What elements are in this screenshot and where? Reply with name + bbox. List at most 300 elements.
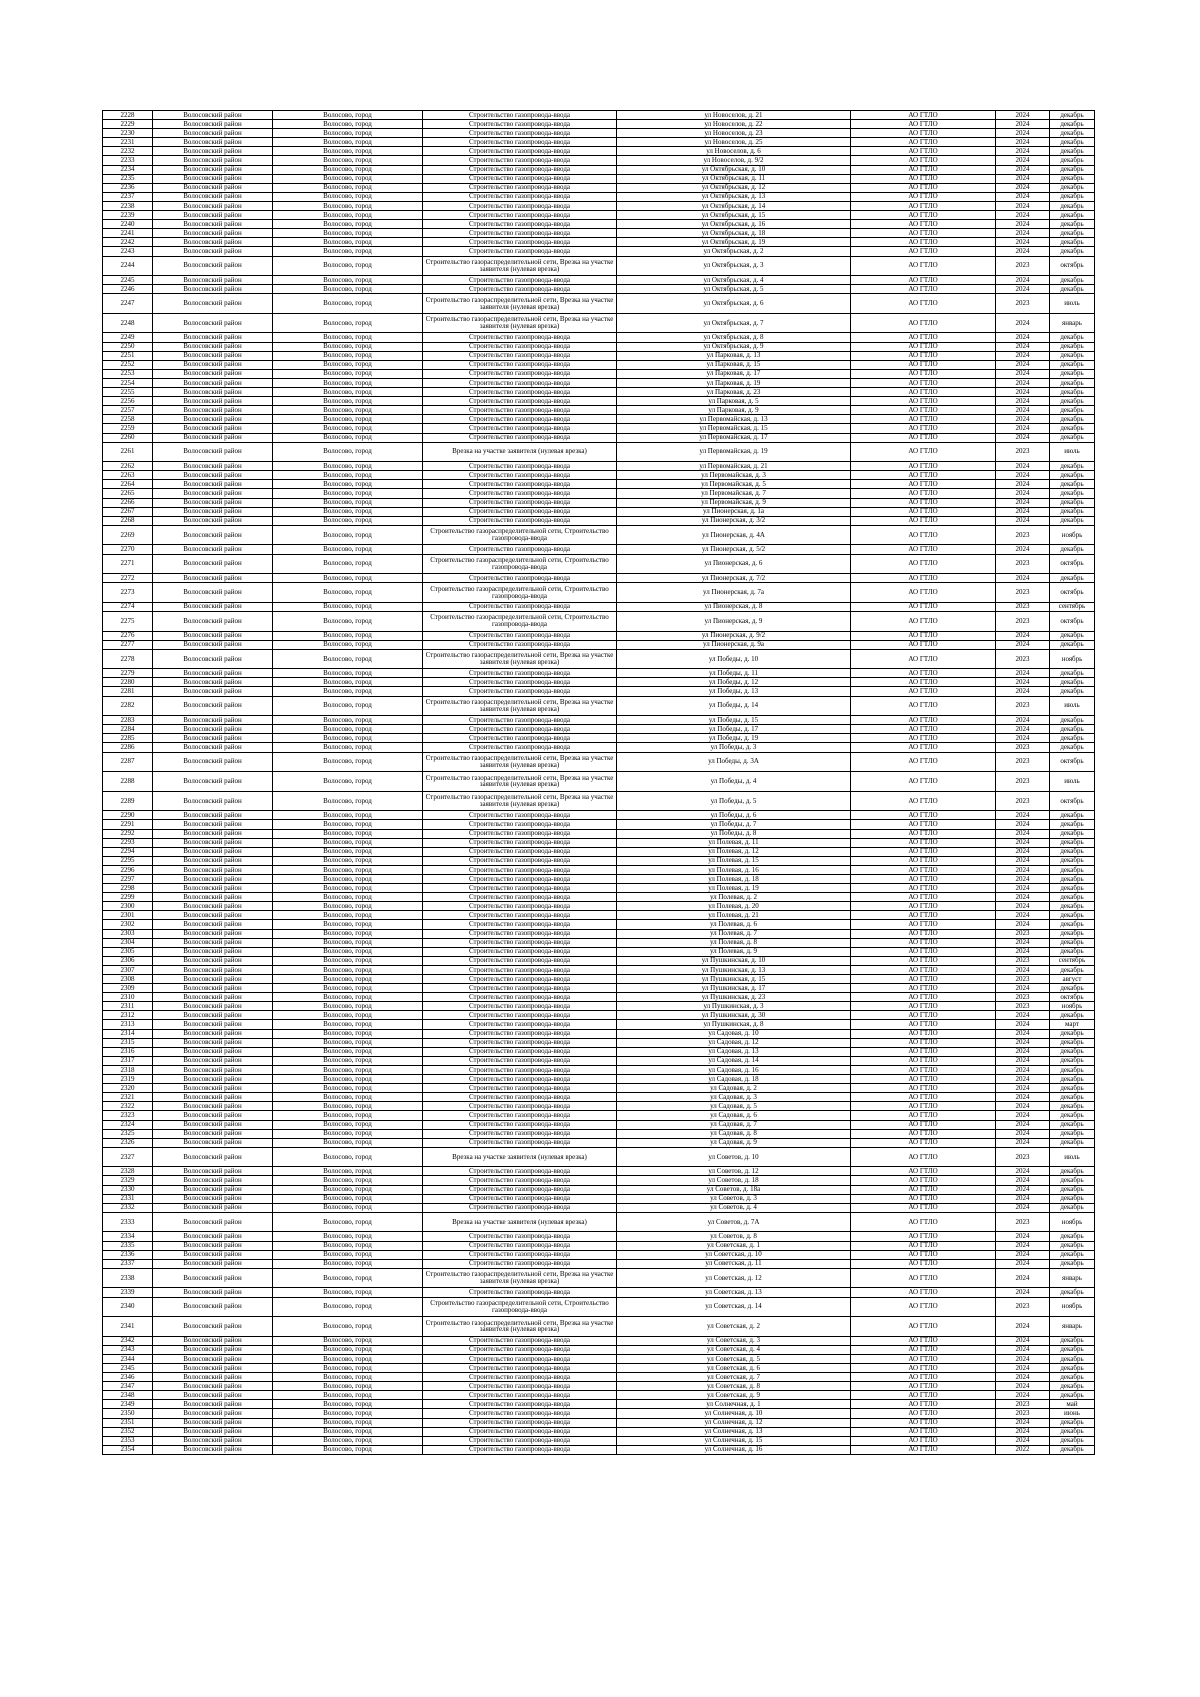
settlement-cell: Волосово, город <box>273 1002 423 1011</box>
contractor-cell: АО ГТЛО <box>851 1203 996 1212</box>
month-cell: декабрь <box>1050 902 1095 911</box>
table-row <box>103 1409 1095 1418</box>
row-number-cell: 2238 <box>103 201 153 210</box>
settlement-cell: Волосово, город <box>273 1336 423 1345</box>
row-number-cell: 2239 <box>103 211 153 220</box>
row-number-cell: 2306 <box>103 956 153 965</box>
year-cell: 2024 <box>996 129 1050 138</box>
work-type-cell: Строительство газопровода-ввода <box>423 1354 617 1363</box>
year-cell: 2024 <box>996 965 1050 974</box>
contractor-cell: АО ГТЛО <box>851 1093 996 1102</box>
year-cell: 2024 <box>996 351 1050 360</box>
contractor-cell: АО ГТЛО <box>851 507 996 516</box>
district-cell: Волосовский район <box>153 1020 273 1029</box>
gasification-schedule-table <box>102 110 1095 1455</box>
district-cell: Волосовский район <box>153 1232 273 1241</box>
month-cell: декабрь <box>1050 156 1095 165</box>
row-number-cell: 2260 <box>103 433 153 442</box>
month-cell: декабрь <box>1050 574 1095 583</box>
settlement-cell: Волосово, город <box>273 192 423 201</box>
row-number-cell: 2259 <box>103 424 153 433</box>
year-cell: 2024 <box>996 388 1050 397</box>
row-number-cell: 2330 <box>103 1185 153 1194</box>
row-number-cell: 2233 <box>103 156 153 165</box>
month-cell: март <box>1050 1020 1095 1029</box>
settlement-cell: Волосово, город <box>273 743 423 752</box>
year-cell: 2024 <box>996 424 1050 433</box>
district-cell: Волосовский район <box>153 220 273 229</box>
row-number-cell: 2310 <box>103 993 153 1002</box>
settlement-cell: Волосово, город <box>273 129 423 138</box>
year-cell: 2024 <box>996 211 1050 220</box>
settlement-cell: Волосово, город <box>273 545 423 554</box>
month-cell: декабрь <box>1050 229 1095 238</box>
row-number-cell: 2348 <box>103 1391 153 1400</box>
settlement-cell: Волосово, город <box>273 984 423 993</box>
table-row <box>103 975 1095 984</box>
settlement-cell: Волосово, город <box>273 1400 423 1409</box>
district-cell: Волосовский район <box>153 1212 273 1232</box>
work-type-cell: Строительство газопровода-ввода <box>423 602 617 611</box>
table-row <box>103 1029 1095 1038</box>
year-cell: 2024 <box>996 1020 1050 1029</box>
month-cell: декабрь <box>1050 138 1095 147</box>
district-cell: Волосовский район <box>153 138 273 147</box>
work-type-cell: Строительство газопровода-ввода <box>423 1056 617 1065</box>
contractor-cell: АО ГТЛО <box>851 574 996 583</box>
settlement-cell: Волосово, город <box>273 378 423 387</box>
month-cell: декабрь <box>1050 743 1095 752</box>
contractor-cell: АО ГТЛО <box>851 378 996 387</box>
contractor-cell: АО ГТЛО <box>851 611 996 631</box>
address-cell: ул Пушкинская, д. 10 <box>617 956 851 965</box>
settlement-cell: Волосово, город <box>273 480 423 489</box>
month-cell: декабрь <box>1050 433 1095 442</box>
year-cell: 2023 <box>996 602 1050 611</box>
table-row <box>103 947 1095 956</box>
table-row <box>103 1176 1095 1185</box>
settlement-cell: Волосово, город <box>273 734 423 743</box>
month-cell: декабрь <box>1050 285 1095 294</box>
address-cell: ул Пушкинская, д. 13 <box>617 965 851 974</box>
district-cell: Волосовский район <box>153 1259 273 1268</box>
district-cell: Волосовский район <box>153 838 273 847</box>
month-cell: декабрь <box>1050 1029 1095 1038</box>
settlement-cell: Волосово, город <box>273 1138 423 1147</box>
row-number-cell: 2304 <box>103 938 153 947</box>
month-cell: декабрь <box>1050 1011 1095 1020</box>
year-cell: 2023 <box>996 791 1050 811</box>
table-row <box>103 554 1095 574</box>
month-cell: декабрь <box>1050 829 1095 838</box>
work-type-cell: Строительство газопровода-ввода <box>423 192 617 201</box>
work-type-cell: Строительство газораспределительной сети, Строительство газопровода-ввода <box>423 583 617 603</box>
year-cell: 2024 <box>996 480 1050 489</box>
district-cell: Волосовский район <box>153 1102 273 1111</box>
work-type-cell: Строительство газопровода-ввода <box>423 1436 617 1445</box>
table-row <box>103 1084 1095 1093</box>
settlement-cell: Волосово, город <box>273 993 423 1002</box>
row-number-cell: 2344 <box>103 1354 153 1363</box>
contractor-cell: АО ГТЛО <box>851 1120 996 1129</box>
table-row <box>103 442 1095 462</box>
contractor-cell: АО ГТЛО <box>851 406 996 415</box>
district-cell: Волосовский район <box>153 902 273 911</box>
year-cell: 2023 <box>996 1409 1050 1418</box>
row-number-cell: 2351 <box>103 1418 153 1427</box>
contractor-cell: АО ГТЛО <box>851 1345 996 1354</box>
contractor-cell: АО ГТЛО <box>851 752 996 772</box>
year-cell: 2023 <box>996 752 1050 772</box>
work-type-cell: Строительство газопровода-ввода <box>423 147 617 156</box>
contractor-cell: АО ГТЛО <box>851 415 996 424</box>
address-cell: ул Пушкинская, д. 30 <box>617 1011 851 1020</box>
address-cell: ул Советская, д. 4 <box>617 1345 851 1354</box>
table-row <box>103 669 1095 678</box>
table-row <box>103 1212 1095 1232</box>
district-cell: Волосовский район <box>153 313 273 333</box>
row-number-cell: 2315 <box>103 1038 153 1047</box>
district-cell: Волосовский район <box>153 640 273 649</box>
month-cell: декабрь <box>1050 415 1095 424</box>
row-number-cell: 2270 <box>103 545 153 554</box>
year-cell: 2023 <box>996 649 1050 669</box>
address-cell: ул Парковая, д. 15 <box>617 360 851 369</box>
table-row <box>103 1345 1095 1354</box>
work-type-cell: Строительство газораспределительной сети, Врезка на участке заявителя (нулевая врезка) <box>423 1317 617 1337</box>
row-number-cell: 2321 <box>103 1093 153 1102</box>
address-cell: ул Пионерская, д. 7/2 <box>617 574 851 583</box>
settlement-cell: Волосово, город <box>273 462 423 471</box>
contractor-cell: АО ГТЛО <box>851 471 996 480</box>
district-cell: Волосовский район <box>153 342 273 351</box>
address-cell: ул Победы, д. 13 <box>617 687 851 696</box>
settlement-cell: Волосово, город <box>273 342 423 351</box>
settlement-cell: Волосово, город <box>273 725 423 734</box>
work-type-cell: Строительство газопровода-ввода <box>423 847 617 856</box>
month-cell: август <box>1050 975 1095 984</box>
row-number-cell: 2350 <box>103 1409 153 1418</box>
work-type-cell: Строительство газораспределительной сети, Врезка на участке заявителя (нулевая врезка) <box>423 772 617 792</box>
month-cell: июль <box>1050 1147 1095 1167</box>
table-row <box>103 1445 1095 1454</box>
address-cell: ул Парковая, д. 17 <box>617 369 851 378</box>
year-cell: 2024 <box>996 1102 1050 1111</box>
table-row <box>103 165 1095 174</box>
district-cell: Волосовский район <box>153 507 273 516</box>
address-cell: ул Октябрьская, д. 2 <box>617 247 851 256</box>
work-type-cell: Строительство газопровода-ввода <box>423 1345 617 1354</box>
row-number-cell: 2249 <box>103 333 153 342</box>
settlement-cell: Волосово, город <box>273 313 423 333</box>
month-cell: декабрь <box>1050 947 1095 956</box>
address-cell: ул Полевая, д. 16 <box>617 865 851 874</box>
row-number-cell: 2248 <box>103 313 153 333</box>
district-cell: Волосовский район <box>153 1363 273 1372</box>
contractor-cell: АО ГТЛО <box>851 397 996 406</box>
work-type-cell: Строительство газопровода-ввода <box>423 489 617 498</box>
work-type-cell: Строительство газопровода-ввода <box>423 640 617 649</box>
work-type-cell: Строительство газопровода-ввода <box>423 947 617 956</box>
settlement-cell: Волосово, город <box>273 865 423 874</box>
settlement-cell: Волосово, город <box>273 1056 423 1065</box>
address-cell: ул Пионерская, д. 9/2 <box>617 631 851 640</box>
address-cell: ул Советская, д. 11 <box>617 1259 851 1268</box>
work-type-cell: Строительство газопровода-ввода <box>423 138 617 147</box>
month-cell: декабрь <box>1050 360 1095 369</box>
table-row <box>103 1011 1095 1020</box>
year-cell: 2024 <box>996 111 1050 120</box>
district-cell: Волосовский район <box>153 415 273 424</box>
row-number-cell: 2338 <box>103 1268 153 1288</box>
year-cell: 2024 <box>996 229 1050 238</box>
settlement-cell: Волосово, город <box>273 611 423 631</box>
year-cell: 2024 <box>996 507 1050 516</box>
contractor-cell: АО ГТЛО <box>851 884 996 893</box>
address-cell: ул Пионерская, д. 1а <box>617 507 851 516</box>
address-cell: ул Первомайская, д. 9 <box>617 498 851 507</box>
row-number-cell: 2258 <box>103 415 153 424</box>
work-type-cell: Строительство газопровода-ввода <box>423 687 617 696</box>
year-cell: 2024 <box>996 856 1050 865</box>
district-cell: Волосовский район <box>153 929 273 938</box>
contractor-cell: АО ГТЛО <box>851 229 996 238</box>
address-cell: ул Октябрьская, д. 5 <box>617 285 851 294</box>
table-row <box>103 433 1095 442</box>
row-number-cell: 2242 <box>103 238 153 247</box>
year-cell: 2024 <box>996 397 1050 406</box>
contractor-cell: АО ГТЛО <box>851 360 996 369</box>
row-number-cell: 2334 <box>103 1232 153 1241</box>
address-cell: ул Октябрьская, д. 18 <box>617 229 851 238</box>
month-cell: декабрь <box>1050 342 1095 351</box>
work-type-cell: Строительство газопровода-ввода <box>423 1138 617 1147</box>
row-number-cell: 2243 <box>103 247 153 256</box>
address-cell: ул Советов, д. 3 <box>617 1194 851 1203</box>
month-cell: декабрь <box>1050 388 1095 397</box>
settlement-cell: Волосово, город <box>273 138 423 147</box>
table-row <box>103 725 1095 734</box>
district-cell: Волосовский район <box>153 965 273 974</box>
work-type-cell: Строительство газопровода-ввода <box>423 893 617 902</box>
year-cell: 2024 <box>996 838 1050 847</box>
row-number-cell: 2299 <box>103 893 153 902</box>
district-cell: Волосовский район <box>153 1250 273 1259</box>
year-cell: 2024 <box>996 1232 1050 1241</box>
row-number-cell: 2340 <box>103 1297 153 1317</box>
district-cell: Волосовский район <box>153 378 273 387</box>
row-number-cell: 2277 <box>103 640 153 649</box>
month-cell: декабрь <box>1050 1373 1095 1382</box>
settlement-cell: Волосово, город <box>273 1203 423 1212</box>
district-cell: Волосовский район <box>153 649 273 669</box>
address-cell: ул Октябрьская, д. 10 <box>617 165 851 174</box>
row-number-cell: 2293 <box>103 838 153 847</box>
row-number-cell: 2288 <box>103 772 153 792</box>
address-cell: ул Пушкинская, д. 3 <box>617 1002 851 1011</box>
table-row <box>103 1259 1095 1268</box>
contractor-cell: АО ГТЛО <box>851 1138 996 1147</box>
address-cell: ул Советская, д. 12 <box>617 1268 851 1288</box>
district-cell: Волосовский район <box>153 397 273 406</box>
year-cell: 2024 <box>996 1029 1050 1038</box>
month-cell: декабрь <box>1050 865 1095 874</box>
table-row <box>103 498 1095 507</box>
work-type-cell: Строительство газопровода-ввода <box>423 1400 617 1409</box>
work-type-cell: Строительство газопровода-ввода <box>423 1129 617 1138</box>
table-row <box>103 1120 1095 1129</box>
contractor-cell: АО ГТЛО <box>851 975 996 984</box>
table-row <box>103 1111 1095 1120</box>
address-cell: ул Советская, д. 9 <box>617 1391 851 1400</box>
settlement-cell: Волосово, город <box>273 406 423 415</box>
month-cell: декабрь <box>1050 201 1095 210</box>
work-type-cell: Строительство газопровода-ввода <box>423 1241 617 1250</box>
settlement-cell: Волосово, город <box>273 1120 423 1129</box>
table-row <box>103 1203 1095 1212</box>
row-number-cell: 2320 <box>103 1084 153 1093</box>
table-row <box>103 313 1095 333</box>
work-type-cell: Строительство газопровода-ввода <box>423 574 617 583</box>
address-cell: ул Победы, д. 4 <box>617 772 851 792</box>
district-cell: Волосовский район <box>153 725 273 734</box>
row-number-cell: 2253 <box>103 369 153 378</box>
settlement-cell: Волосово, город <box>273 1102 423 1111</box>
address-cell: ул Новоселов, д. 21 <box>617 111 851 120</box>
row-number-cell: 2236 <box>103 183 153 192</box>
district-cell: Волосовский район <box>153 1129 273 1138</box>
table-row <box>103 847 1095 856</box>
work-type-cell: Строительство газораспределительной сети, Врезка на участке заявителя (нулевая врезка) <box>423 649 617 669</box>
table-row <box>103 1129 1095 1138</box>
contractor-cell: АО ГТЛО <box>851 1084 996 1093</box>
settlement-cell: Волосово, город <box>273 811 423 820</box>
settlement-cell: Волосово, город <box>273 1038 423 1047</box>
month-cell: декабрь <box>1050 462 1095 471</box>
row-number-cell: 2305 <box>103 947 153 956</box>
work-type-cell: Строительство газопровода-ввода <box>423 201 617 210</box>
month-cell: июль <box>1050 442 1095 462</box>
address-cell: ул Советов, д. 18 <box>617 1176 851 1185</box>
table-row <box>103 397 1095 406</box>
month-cell: декабрь <box>1050 1391 1095 1400</box>
work-type-cell: Строительство газопровода-ввода <box>423 1203 617 1212</box>
address-cell: ул Победы, д. 12 <box>617 678 851 687</box>
address-cell: ул Парковая, д. 23 <box>617 388 851 397</box>
address-cell: ул Советская, д. 14 <box>617 1297 851 1317</box>
year-cell: 2024 <box>996 342 1050 351</box>
address-cell: ул Садовая, д. 16 <box>617 1065 851 1074</box>
work-type-cell: Строительство газопровода-ввода <box>423 920 617 929</box>
district-cell: Волосовский район <box>153 111 273 120</box>
month-cell: декабрь <box>1050 1436 1095 1445</box>
table-row <box>103 1391 1095 1400</box>
address-cell: ул Садовая, д. 3 <box>617 1093 851 1102</box>
settlement-cell: Волосово, город <box>273 1427 423 1436</box>
year-cell: 2024 <box>996 947 1050 956</box>
row-number-cell: 2317 <box>103 1056 153 1065</box>
table-row <box>103 583 1095 603</box>
settlement-cell: Волосово, город <box>273 929 423 938</box>
table-row <box>103 1363 1095 1372</box>
month-cell: декабрь <box>1050 545 1095 554</box>
settlement-cell: Волосово, город <box>273 111 423 120</box>
row-number-cell: 2256 <box>103 397 153 406</box>
row-number-cell: 2244 <box>103 256 153 276</box>
settlement-cell: Волосово, город <box>273 1194 423 1203</box>
work-type-cell: Строительство газопровода-ввода <box>423 342 617 351</box>
district-cell: Волосовский район <box>153 462 273 471</box>
table-row <box>103 1038 1095 1047</box>
contractor-cell: АО ГТЛО <box>851 351 996 360</box>
district-cell: Волосовский район <box>153 201 273 210</box>
settlement-cell: Волосово, город <box>273 1345 423 1354</box>
address-cell: ул Пионерская, д. 8 <box>617 602 851 611</box>
work-type-cell: Строительство газопровода-ввода <box>423 471 617 480</box>
month-cell: декабрь <box>1050 856 1095 865</box>
month-cell: декабрь <box>1050 669 1095 678</box>
contractor-cell: АО ГТЛО <box>851 192 996 201</box>
row-number-cell: 2354 <box>103 1445 153 1454</box>
month-cell: декабрь <box>1050 1093 1095 1102</box>
row-number-cell: 2313 <box>103 1020 153 1029</box>
row-number-cell: 2283 <box>103 716 153 725</box>
address-cell: ул Октябрьская, д. 19 <box>617 238 851 247</box>
month-cell: декабрь <box>1050 1232 1095 1241</box>
row-number-cell: 2337 <box>103 1259 153 1268</box>
month-cell: декабрь <box>1050 1418 1095 1427</box>
month-cell: декабрь <box>1050 147 1095 156</box>
table-row <box>103 838 1095 847</box>
work-type-cell: Строительство газопровода-ввода <box>423 388 617 397</box>
address-cell: ул Полевая, д. 8 <box>617 938 851 947</box>
month-cell: декабрь <box>1050 1047 1095 1056</box>
work-type-cell: Строительство газопровода-ввода <box>423 669 617 678</box>
year-cell: 2024 <box>996 678 1050 687</box>
month-cell: декабрь <box>1050 489 1095 498</box>
district-cell: Волосовский район <box>153 247 273 256</box>
district-cell: Волосовский район <box>153 471 273 480</box>
contractor-cell: АО ГТЛО <box>851 156 996 165</box>
work-type-cell: Строительство газопровода-ввода <box>423 678 617 687</box>
settlement-cell: Волосово, город <box>273 1176 423 1185</box>
row-number-cell: 2252 <box>103 360 153 369</box>
month-cell: декабрь <box>1050 874 1095 883</box>
table-row <box>103 1167 1095 1176</box>
row-number-cell: 2346 <box>103 1373 153 1382</box>
contractor-cell: АО ГТЛО <box>851 1029 996 1038</box>
contractor-cell: АО ГТЛО <box>851 1176 996 1185</box>
district-cell: Волосовский район <box>153 489 273 498</box>
table-row <box>103 1075 1095 1084</box>
work-type-cell: Строительство газопровода-ввода <box>423 1418 617 1427</box>
table-row <box>103 220 1095 229</box>
settlement-cell: Волосово, город <box>273 174 423 183</box>
district-cell: Волосовский район <box>153 147 273 156</box>
work-type-cell: Строительство газопровода-ввода <box>423 369 617 378</box>
month-cell: декабрь <box>1050 247 1095 256</box>
table-row <box>103 865 1095 874</box>
row-number-cell: 2282 <box>103 696 153 716</box>
year-cell: 2023 <box>996 294 1050 314</box>
month-cell: декабрь <box>1050 120 1095 129</box>
district-cell: Волосовский район <box>153 1147 273 1167</box>
district-cell: Волосовский район <box>153 772 273 792</box>
contractor-cell: АО ГТЛО <box>851 993 996 1002</box>
address-cell: ул Советская, д. 5 <box>617 1354 851 1363</box>
settlement-cell: Волосово, город <box>273 838 423 847</box>
table-row <box>103 1056 1095 1065</box>
